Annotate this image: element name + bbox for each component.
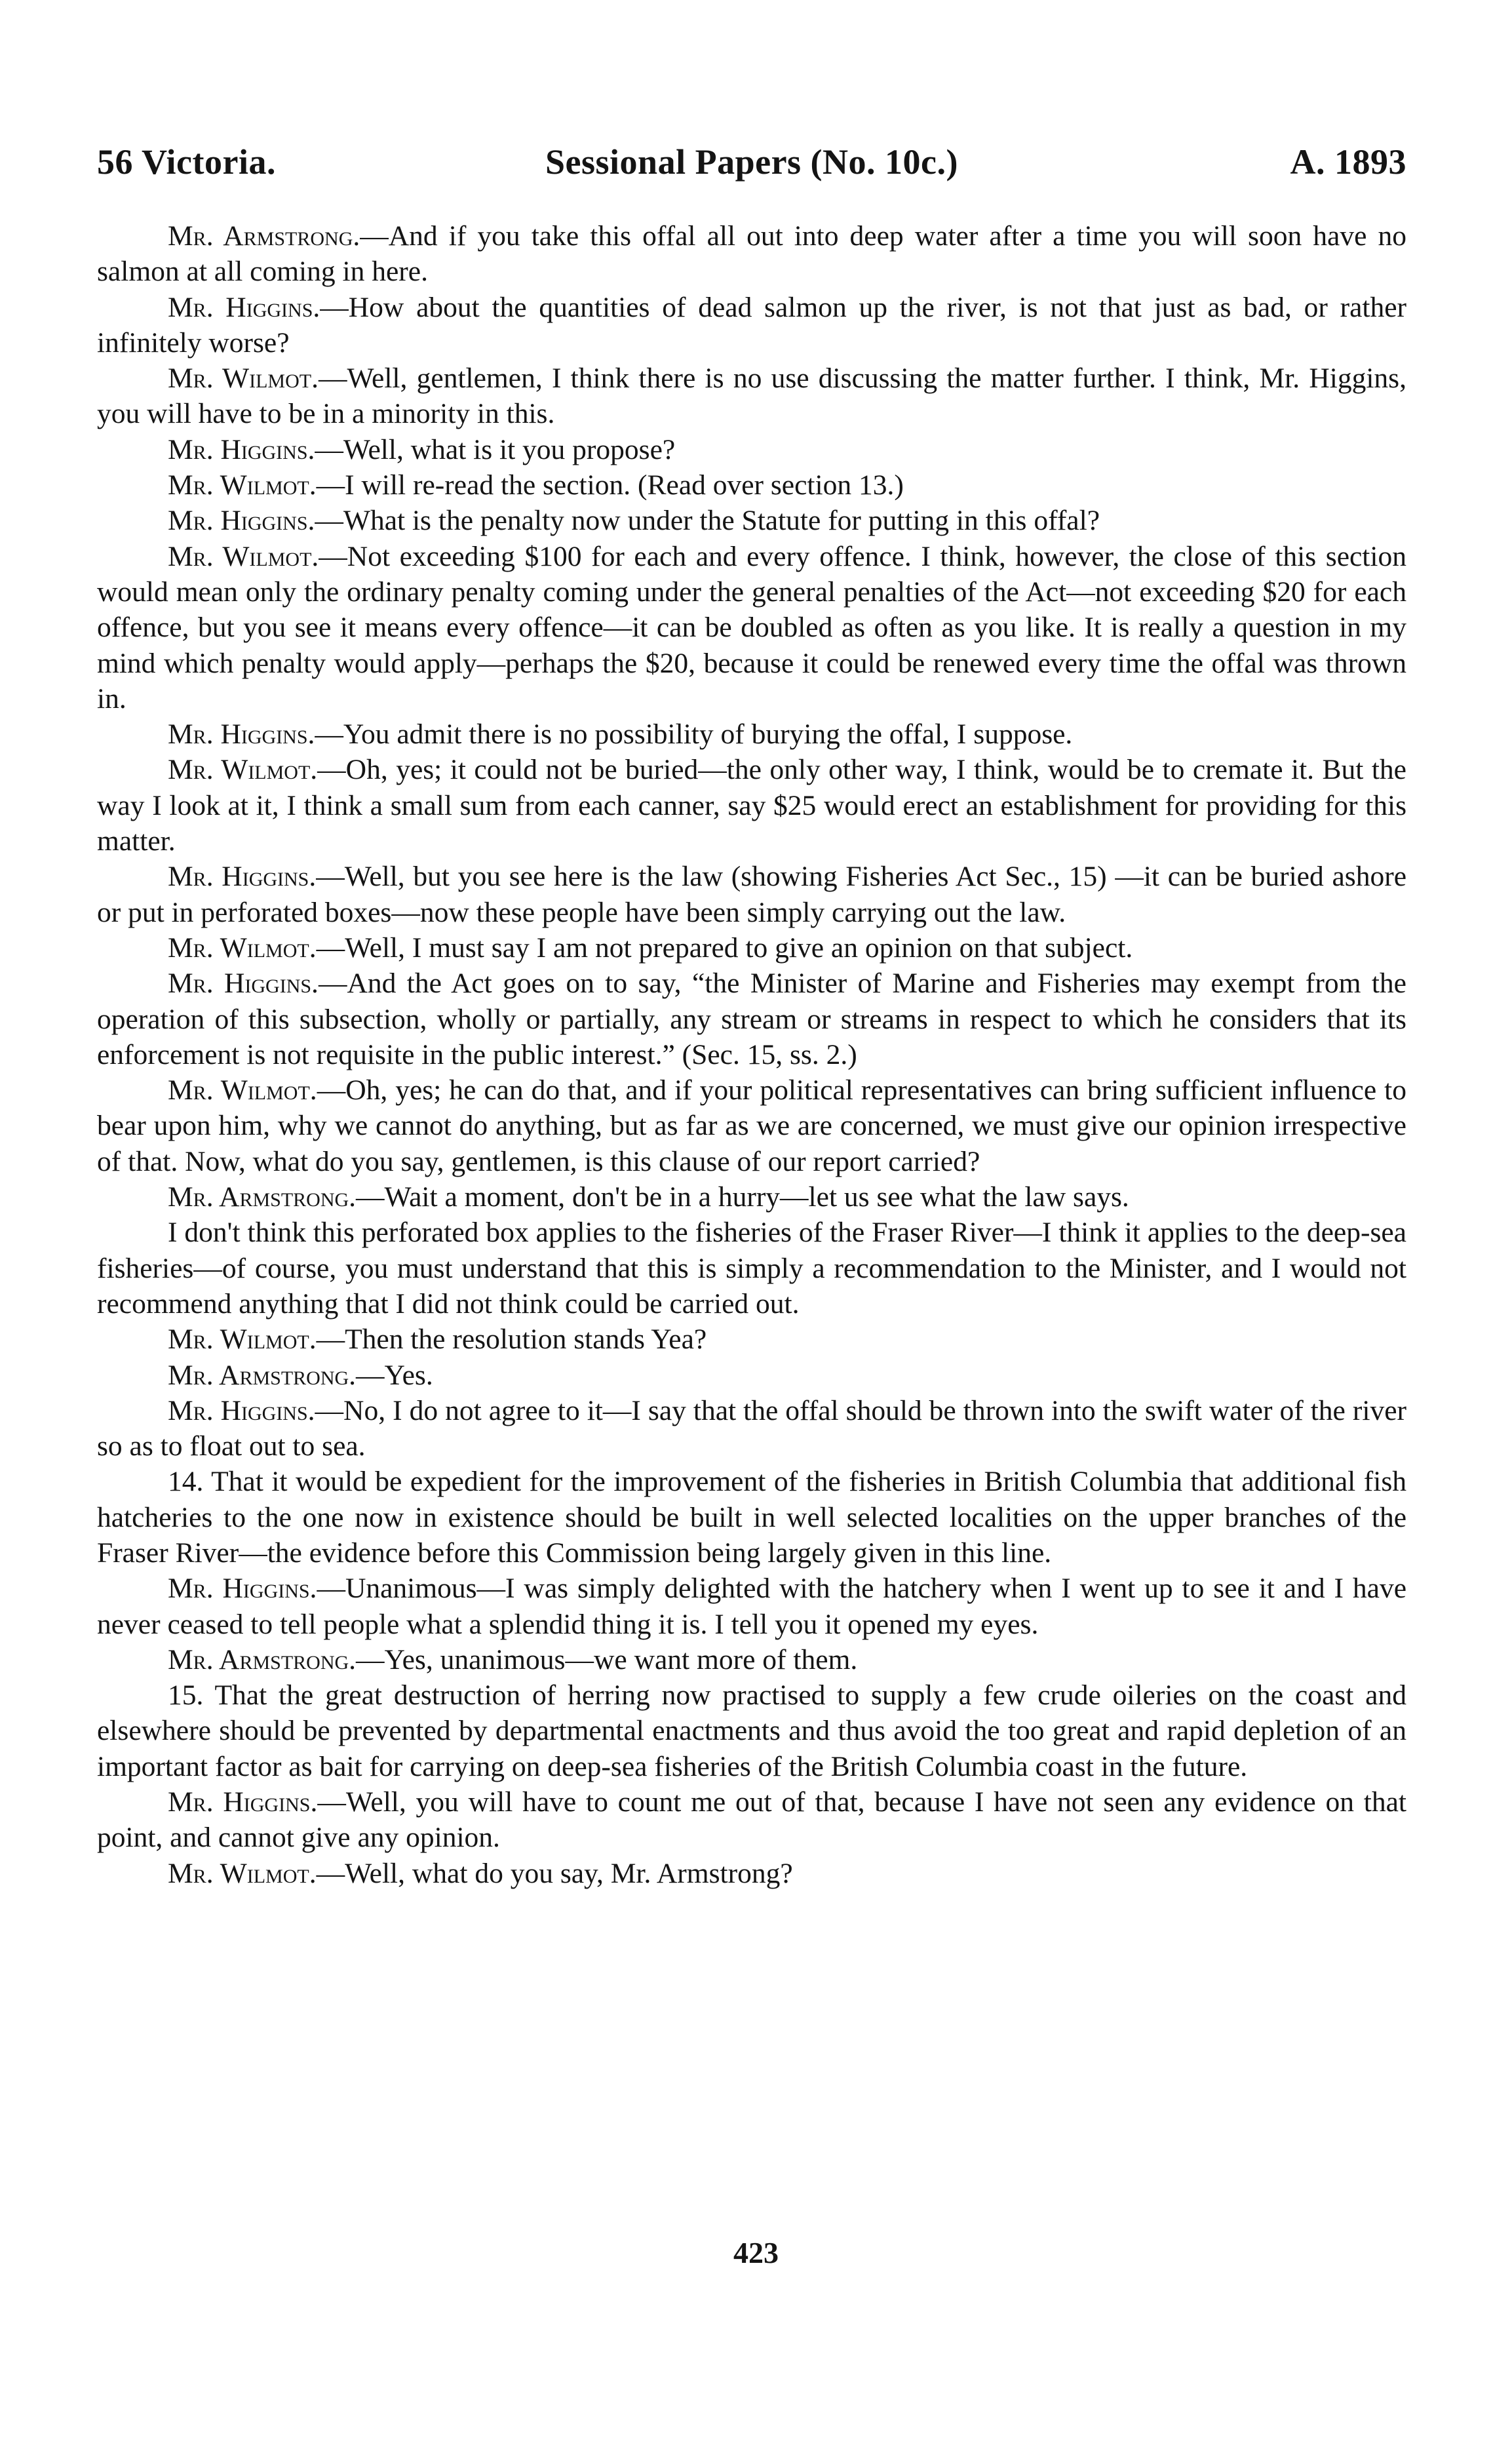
paragraph [97, 716, 1406, 752]
paragraph [97, 1072, 1406, 1179]
paragraph [97, 966, 1406, 1072]
paragraph-text: —No, I do not agree to it—I say that the offal should be thrown into the swift water of the river so as to float out to sea. [97, 1394, 1406, 1462]
paragraph-text: —Unanimous—I was simply delighted with the hatchery when I went up to see it and I have never ceased to tell people what a splendid thing it is. I tell you it opened my eyes. [97, 1573, 1407, 1640]
speaker-name: Mr. Armstrong. [168, 1359, 357, 1391]
paragraph [97, 1393, 1406, 1464]
paragraph [97, 1358, 1406, 1393]
speaker-name: Mr. Wilmot. [168, 540, 319, 572]
speaker-name: Mr. Higgins. [168, 291, 320, 323]
paragraph-text: —Yes. [356, 1359, 433, 1391]
speaker-name: Mr. Higgins. [168, 1394, 315, 1426]
paragraph [97, 752, 1406, 859]
page-number: 423 [733, 2236, 779, 2269]
paragraph [97, 290, 1406, 361]
paragraph [97, 1179, 1406, 1215]
paragraph [97, 503, 1406, 538]
speaker-name: Mr. Wilmot. [168, 1323, 317, 1356]
paragraph [97, 539, 1406, 716]
paragraph [97, 1571, 1406, 1642]
paragraph-text: 14. That it would be expedient for the improvement of the fisheries in British Columbia that additional fish hatcheries to the one now in existence should be built in well selected localities on the upper branches of the Fraser River—the evidence before this Commission being largely given in this line. [97, 1466, 1406, 1569]
header-year: A. 1893 [1290, 142, 1406, 182]
speaker-name: Mr. Armstrong. [168, 220, 360, 252]
paragraph [97, 218, 1406, 290]
paragraph [97, 930, 1406, 966]
page-header [97, 142, 1406, 187]
paragraph [97, 361, 1406, 432]
paragraph [97, 1642, 1406, 1677]
paragraph-text: —Yes, unanimous—we want more of them. [356, 1643, 858, 1675]
speaker-name: Mr. Higgins. [168, 861, 317, 893]
speaker-name: Mr. Higgins. [168, 505, 315, 537]
speaker-name: Mr. Wilmot. [168, 362, 319, 395]
paragraph-text: —Oh, yes; it could not be buried—the only other way, I think, would be to cremate it. But the way I look at it, I think a small sum from each canner, say $25 would erect an establishment for providing for this matter. [97, 754, 1406, 857]
paragraph-text: I don't think this perforated box applies to the fisheries of the Fraser River—I think it applies to the deep-sea fisheries—of course, you must understand that this is simply a recommendation to the Minister, and I would not recommend anything that I did not think could be carried out. [97, 1217, 1406, 1320]
paragraph-text: —Well, but you see here is the law (showing Fisheries Act Sec., 15) —it can be buried ashore or put in perforated boxes—now these people have been simply carrying out the law. [97, 861, 1406, 928]
paragraph-text: —Well, gentlemen, I think there is no use discussing the matter further. I think, Mr. Higgins, you will have to be in a minority in this. [97, 362, 1406, 430]
paragraph [97, 1464, 1406, 1571]
body-text [97, 218, 1406, 1891]
speaker-name: Mr. Armstrong. [168, 1181, 357, 1213]
paragraph-text: —And if you take this offal all out into deep water after a time you will soon have no salmon at all coming in here. [97, 220, 1406, 288]
paragraph-text: 15. That the great destruction of herring now practised to supply a few crude oileries on the coast and elsewhere should be prevented by departmental enactments and thus avoid the too great and rapid depletion of an important factor as bait for carrying on deep-sea fisheries of the British Columbia coast in the future. [97, 1679, 1406, 1782]
header-volume: 56 Victoria. [97, 142, 276, 182]
paragraph [97, 859, 1406, 930]
speaker-name: Mr. Armstrong. [168, 1643, 357, 1675]
paragraph-text: —I will re-read the section. (Read over section 13.) [316, 469, 904, 501]
paragraph-text: —How about the quantities of dead salmon up the river, is not that just as bad, or rather infinitely worse? [97, 291, 1407, 359]
paragraph-text: —Wait a moment, don't be in a hurry—let us see what the law says. [356, 1181, 1129, 1213]
speaker-name: Mr. Wilmot. [168, 754, 318, 786]
paragraph-text: —You admit there is no possibility of burying the offal, I suppose. [315, 718, 1073, 751]
paragraph-text: —Well, what do you say, Mr. Armstrong? [316, 1857, 793, 1889]
paragraph [97, 1784, 1406, 1856]
speaker-name: Mr. Higgins. [168, 1786, 318, 1818]
paragraph [97, 1856, 1406, 1891]
paragraph-text: —What is the penalty now under the Statute for putting in this offal? [315, 505, 1100, 537]
paragraph-text: —And the Act goes on to say, “the Minister of Marine and Fisheries may exempt from the operation of this subsection, wholly or partially, any stream or streams in respect to which he considers that its enforcement is not requisite in the public interest.” (Sec. 15, ss. 2.) [97, 968, 1406, 1070]
paragraph-text: —Well, you will have to count me out of that, because I have not seen any evidence on that point, and cannot give any opinion. [97, 1786, 1407, 1854]
speaker-name: Mr. Wilmot. [168, 931, 317, 964]
paragraph-text: —Well, what is it you propose? [315, 433, 676, 465]
speaker-name: Mr. Wilmot. [168, 469, 317, 501]
speaker-name: Mr. Higgins. [168, 968, 319, 1000]
speaker-name: Mr. Higgins. [168, 718, 315, 751]
paragraph [97, 1322, 1406, 1357]
speaker-name: Mr. Higgins. [168, 1573, 317, 1605]
speaker-name: Mr. Wilmot. [168, 1074, 317, 1107]
paragraph-text: —Oh, yes; he can do that, and if your political representatives can bring sufficient influence to bear upon him, why we cannot do anything, but as far as we are concerned, we must give our opinion irrespective of that. Now, what do you say, gentlemen, is this clause of our report carried? [97, 1074, 1406, 1177]
speaker-name: Mr. Higgins. [168, 433, 315, 465]
paragraph [97, 1215, 1406, 1322]
paragraph-text: —Well, I must say I am not prepared to give an opinion on that subject. [316, 931, 1133, 964]
paragraph-text: —Then the resolution stands Yea? [316, 1323, 707, 1356]
paragraph [97, 467, 1406, 503]
paragraph [97, 1677, 1406, 1784]
paragraph-text: —Not exceeding $100 for each and every offence. I think, however, the close of this section would mean only the ordinary penalty coming under the general penalties of the Act—not exceeding $20 for each offence, but you see it means every offence—it can be doubled as often as you like. It is really a question in my mind which penalty would apply—perhaps the $20, because it could be renewed every time the offal was thrown in. [97, 540, 1406, 715]
speaker-name: Mr. Wilmot. [168, 1857, 317, 1889]
paragraph [97, 432, 1406, 467]
header-title: Sessional Papers (No. 10c.) [545, 142, 958, 182]
